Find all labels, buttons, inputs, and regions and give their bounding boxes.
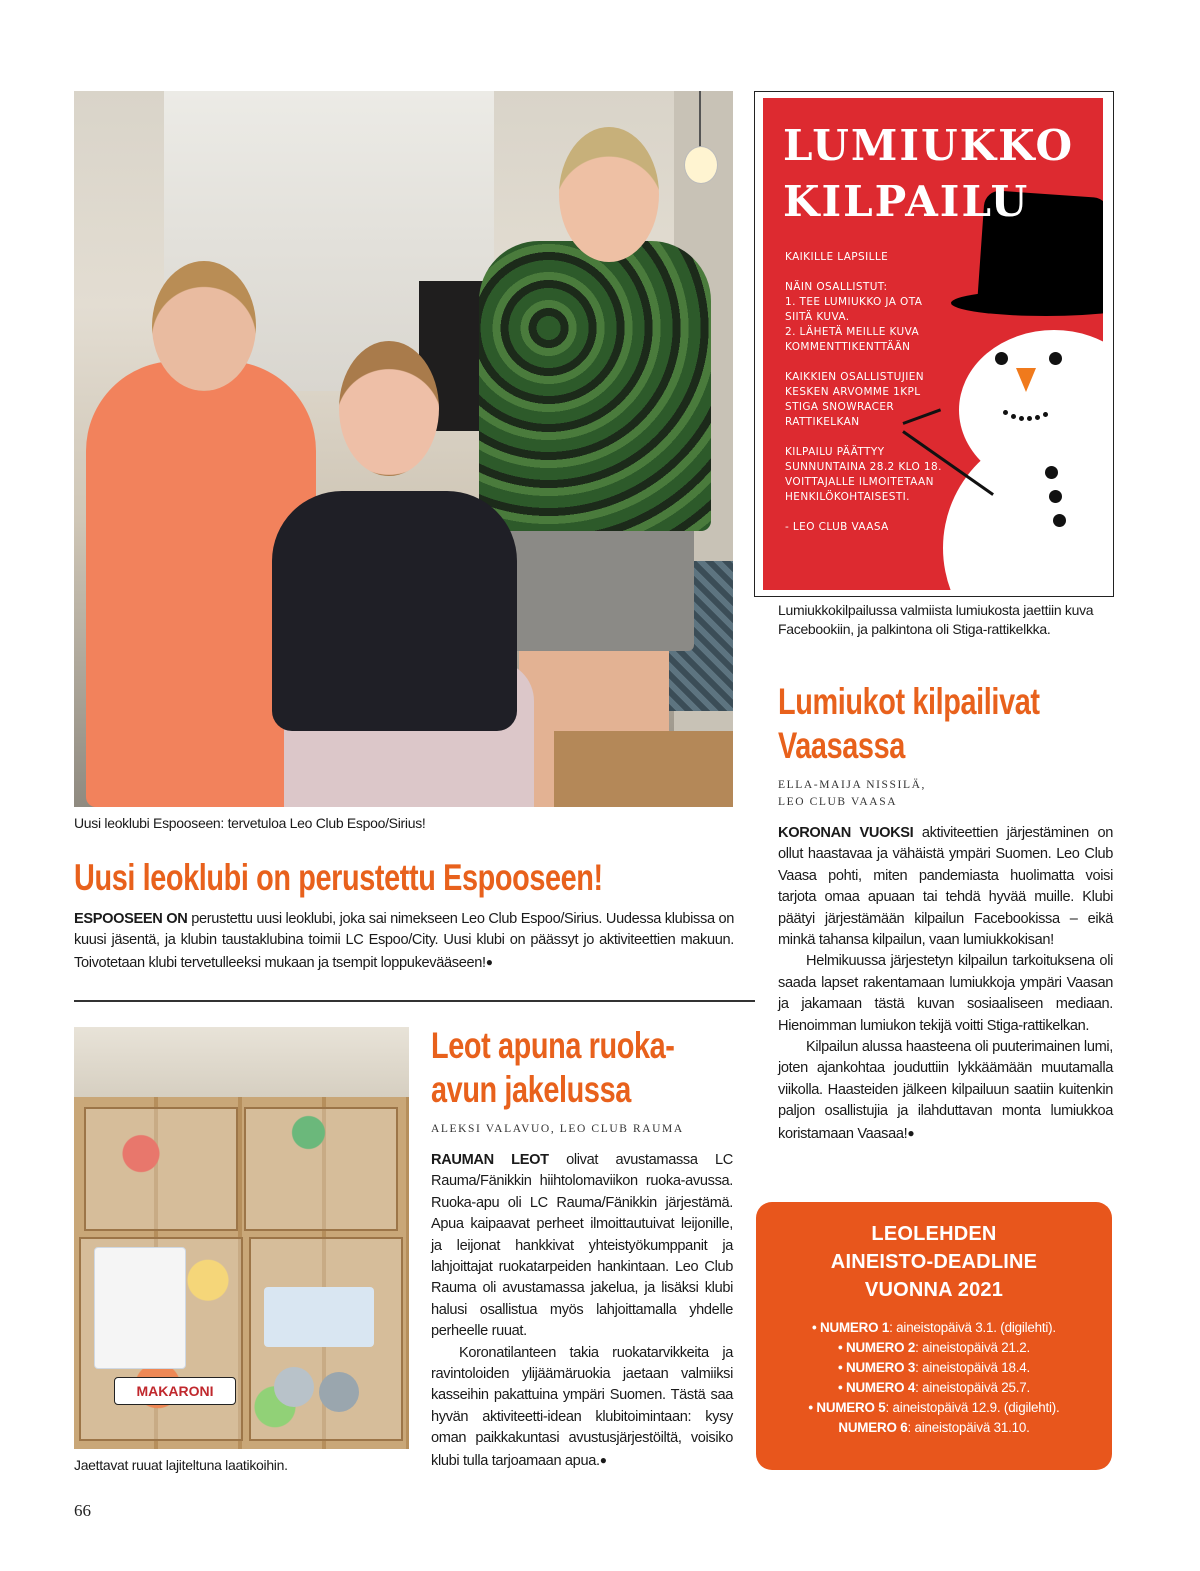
section-divider bbox=[74, 1000, 755, 1002]
poster-text: KAIKILLE LAPSILLE NÄIN OSALLISTUT: 1. TEE LUMIUKKO JA OTA SIITÄ KUVA. 2. LÄHETÄ MEILLE KUVA KOMMENTTIKENTTÄÄN KAIKKIEN OSALLISTUJIEN KESKEN ARVOMME 1KPL STIGA SNOWRACER RATTIKELKAN KILPAILU PÄÄTTYY SUNNUNTAINA 28.2 KLO 18. VOITTAJALLE ILMOITETAAN HENKILÖKOHTAISESTI. - LEO CLUB VAASA bbox=[785, 251, 942, 533]
article1-headline: Uusi leoklubi on perustettu Espooseen! bbox=[74, 857, 603, 898]
article2-headline: Lumiukot kilpailivat Vaasassa bbox=[778, 681, 1040, 766]
leo-club-espoo-photo bbox=[74, 91, 733, 807]
poster-title: LUMIUKKO KILPAILU bbox=[783, 121, 1075, 226]
article3-headline: Leot apuna ruoka- avun jakelussa bbox=[431, 1025, 675, 1110]
snowman-contest-poster bbox=[754, 91, 1114, 597]
deadline-item: • NUMERO 3: aineistopäivä 18.4. bbox=[837, 1360, 1030, 1375]
photo1-caption: Uusi leoklubi Espooseen: tervetuloa Leo Club Espoo/Sirius! bbox=[74, 815, 426, 831]
article1-text: perustettu uusi leoklubi, joka sai nimekseen Leo Club Espoo/Sirius. Uudessa klubissa on kuusi jäsentä, ja klubin taustaklubina toimii LC Espoo/City. Uusi klubi on päässyt jo aktiviteettien makuun. Toivotetaan klubi tervetulleeksi mukaan ja tsempit loppukevääseen! bbox=[74, 911, 734, 971]
page-number: 66 bbox=[74, 1501, 91, 1520]
deadline-item: • NUMERO 5: aineistopäivä 12.9. (digilehti). bbox=[808, 1400, 1060, 1415]
article3-byline: ALEKSI VALAVUO, LEO CLUB RAUMA bbox=[431, 1123, 684, 1135]
deadline-list bbox=[756, 1318, 1112, 1438]
article3-body: RAUMAN LEOT olivat avustamassa LC Rauma/Fänikkin hiihtolomaviikon ruoka-avussa. Ruoka-apu oli LC Rauma/Fänikkin järjestämä. Apua kaipaavat perheet ilmoittautuivat leijonille, ja leijonat hankkivat yhteistyökumppanit ja lahjoittajat ruokatarpeiden hankintaan. Leo Club Rauma oli avustamassa jakelua, ja lisäksi klubi halusi osallistua myös lahjoittamalla yhdelle perheelle ruuat. Koronatilanteen takia ruokatarvikkeita ja ravintoloiden ylijäämäruokia jaetaan valmiiksi kasseihin pakattuina ympäri Suomen. Tästä saa hyvän aktiviteetti-idean klubitoimintaan: kysy oman paikkakuntasi avustusjärjestöiltä, voisiko klubi tulla tarjoamaan apua.● bbox=[431, 1152, 733, 1469]
article2-byline: ELLA-MAIJA NISSILÄ, LEO CLUB VAASA bbox=[778, 779, 926, 808]
article1-body: ESPOOSEEN ON perustettu uusi leoklubi, joka sai nimekseen Leo Club Espoo/Sirius. Uudessa klubissa on kuusi jäsentä, ja klubin taustaklubina toimii LC Espoo/City. Uusi klubi on päässyt jo aktiviteettien makuun. Toivotetaan klubi tervetulleeksi mukaan ja tsempit loppukevääseen!● bbox=[74, 911, 734, 971]
deadline-item: NUMERO 6: aineistopäivä 31.10. bbox=[838, 1420, 1030, 1435]
photo2-caption: Jaettavat ruuat lajiteltuna laatikoihin. bbox=[74, 1457, 288, 1473]
article2-lead: KORONAN VUOKSI bbox=[778, 825, 914, 841]
deadline-item: • NUMERO 4: aineistopäivä 25.7. bbox=[837, 1380, 1030, 1395]
article2-body: KORONAN VUOKSI aktiviteettien järjestäminen on ollut haastavaa ja vähäistä ympäri Suomen. Leo Club Vaasa pohti, miten pandemiasta huolimatta voisi tarjota omaa apuaan tai tehdä hyvää muille. Klubi päätyi järjestämään kilpailun Facebookissa – eikä minkä tahansa kilpailun, vaan lumiukkokisan! Helmikuussa järjestetyn kilpailun tarkoituksena oli saada lapset rakentamaan lumiukkoja ympäri Vaasan ja jakamaan tästä kuvan sosiaaliseen mediaan. Hienoimman lumiukon tekijä voitti Stiga-rattikelkan. Kilpailun alussa haasteena oli puuterimainen lumi, joten ajankohtaa jouduttiin lykkäämään muutamalla viikolla. Haasteiden jälkeen kilpailuun saatiin kuitenkin paljon osallistujia ja ilahduttavan monta lumiukkoa koristamaan Vaasaa!● bbox=[778, 825, 1113, 1142]
poster-caption: Lumiukkokilpailussa valmiista lumiukosta jaettiin kuva Facebookiin, ja palkintona oli Stiga-rattikelkka. bbox=[778, 602, 1094, 637]
article3-lead: RAUMAN LEOT bbox=[431, 1152, 549, 1168]
article1-lead: ESPOOSEEN ON bbox=[74, 911, 188, 927]
deadline-item: • NUMERO 1: aineistopäivä 3.1. (digilehti). bbox=[812, 1320, 1056, 1335]
food-boxes-photo bbox=[74, 1027, 409, 1449]
deadline-item: • NUMERO 2: aineistopäivä 21.2. bbox=[837, 1340, 1030, 1355]
deadline-title: LEOLEHDEN AINEISTO-DEADLINE VUONNA 2021 bbox=[830, 1223, 1038, 1301]
makaroni-box: MAKARONI bbox=[114, 1377, 236, 1405]
deadline-box bbox=[756, 1202, 1112, 1470]
